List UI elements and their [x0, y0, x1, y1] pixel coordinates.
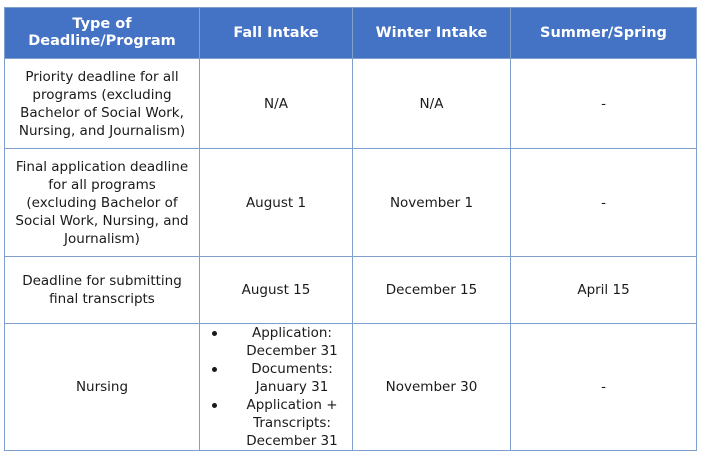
cell-fall: N/A — [200, 59, 353, 149]
cell-type: Deadline for submitting final transcripts — [5, 257, 200, 324]
nursing-fall-list — [202, 324, 350, 450]
cell-type: Priority deadline for all programs (excluding Bachelor of Social Work, Nursing, and Journalism) — [5, 59, 200, 149]
cell-summer: - — [511, 324, 697, 451]
table-row — [5, 324, 697, 451]
header-row — [5, 8, 697, 59]
list-item: Documents: January 31 — [234, 360, 350, 396]
header-fall: Fall Intake — [200, 8, 353, 59]
cell-summer: - — [511, 149, 697, 257]
table-row — [5, 257, 697, 324]
bullet-icon — [212, 331, 217, 336]
list-item: Application + Transcripts: December 31 — [234, 396, 350, 450]
cell-type: Final application deadline for all programs (excluding Bachelor of Social Work, Nursing, and Journalism) — [5, 149, 200, 257]
cell-summer: April 15 — [511, 257, 697, 324]
cell-fall: August 1 — [200, 149, 353, 257]
deadlines-table — [4, 7, 697, 451]
cell-winter: November 30 — [353, 324, 511, 451]
cell-winter: December 15 — [353, 257, 511, 324]
list-item: Application: December 31 — [234, 324, 350, 360]
bullet-icon — [212, 367, 217, 372]
header-summer: Summer/Spring — [511, 8, 697, 59]
cell-type: Nursing — [5, 324, 200, 451]
bullet-icon — [212, 403, 217, 408]
cell-fall: August 15 — [200, 257, 353, 324]
header-winter: Winter Intake — [353, 8, 511, 59]
cell-summer: - — [511, 59, 697, 149]
header-type: Type of Deadline/Program — [5, 8, 200, 59]
cell-winter: November 1 — [353, 149, 511, 257]
table-row — [5, 59, 697, 149]
cell-fall — [200, 324, 353, 451]
cell-winter: N/A — [353, 59, 511, 149]
table-row — [5, 149, 697, 257]
